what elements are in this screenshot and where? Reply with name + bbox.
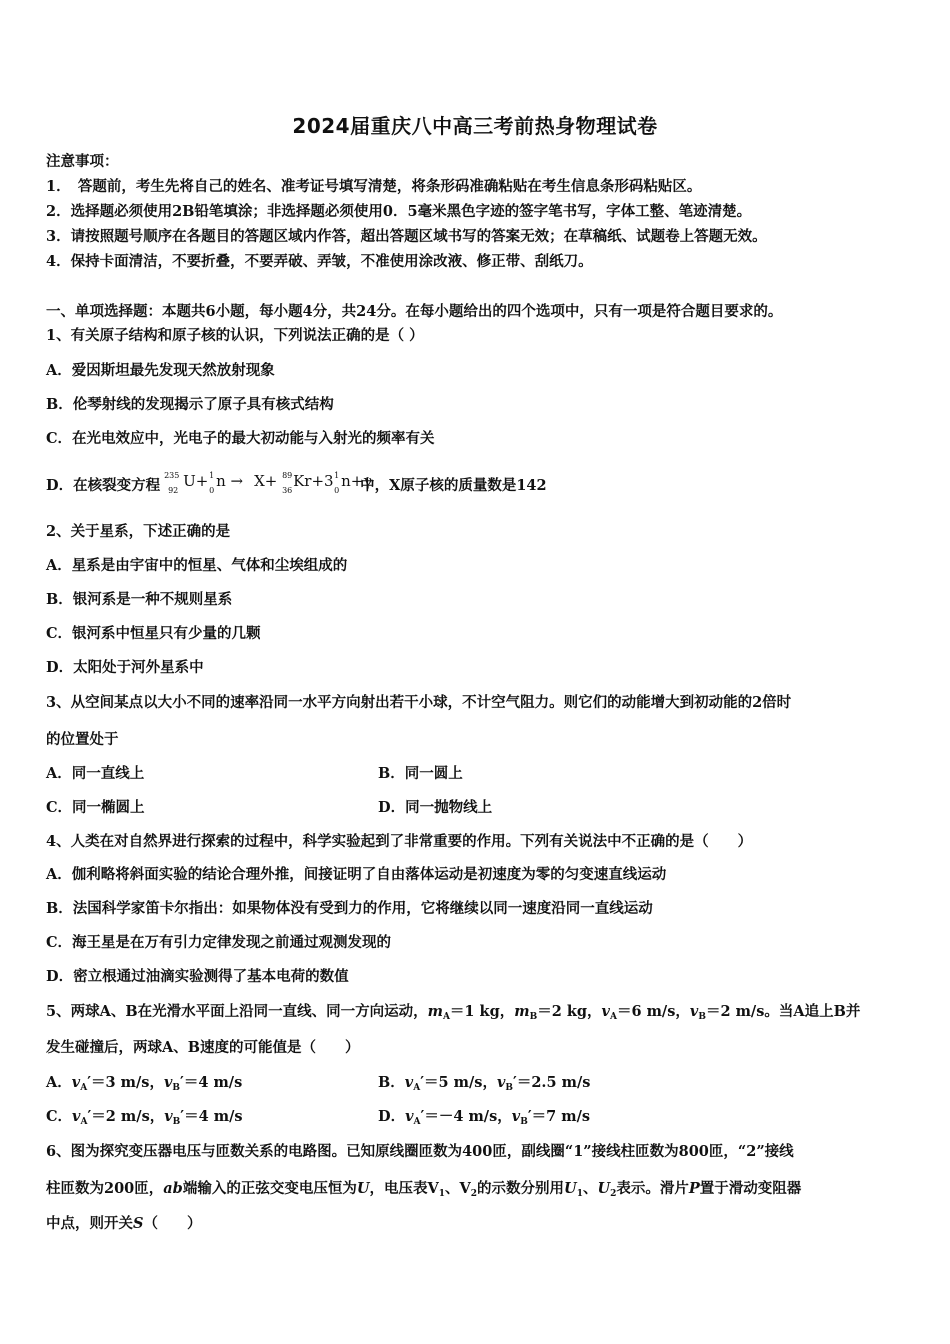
- velocity-symbol: v: [689, 1003, 699, 1020]
- velocity-a-value: ＝6 m/s，: [616, 1003, 690, 1020]
- eq-n1-number: 0: [209, 486, 215, 495]
- q6-text: 、V: [445, 1180, 471, 1197]
- eq-n1-mass: 1: [209, 471, 215, 480]
- fission-equation: [162, 468, 373, 498]
- velocity-symbol: v: [496, 1074, 506, 1091]
- eq-kr-mass: 89: [282, 471, 293, 480]
- question-4-option-a: A．伽利略将斜面实验的结论合理外推，间接证明了自由落体运动是初速度为零的匀变速直线运动: [46, 866, 667, 883]
- subscript-a: A: [442, 1012, 450, 1022]
- q6-text: ，电压表V: [369, 1180, 439, 1197]
- velocity-symbol: v: [601, 1003, 610, 1020]
- velocity-symbol: v: [164, 1108, 173, 1125]
- velocity-symbol: v: [405, 1108, 414, 1125]
- eq-n2: n+γ: [341, 472, 373, 490]
- subscript-b: B: [172, 1117, 181, 1127]
- q6-text: 置于滑动变阻器: [699, 1180, 802, 1197]
- notice-item: 4．保持卡面清洁，不要折叠，不要弄破、弄皱，不准使用涂改液、修正带、刮纸刀。: [46, 253, 593, 270]
- q6-text: 柱匝数为200匝，: [46, 1180, 164, 1197]
- question-4-option-c: C．海王星是在万有引力定律发现之前通过观测发现的: [46, 934, 392, 951]
- question-1-option-a: A．爱因斯坦最先发现天然放射现象: [46, 362, 275, 379]
- velocity-symbol: v: [71, 1074, 81, 1091]
- eq-u-number: 92: [168, 486, 179, 495]
- question-2-stem: 2、关于星系，下述正确的是: [46, 523, 231, 540]
- section-heading: 一、单项选择题：本题共6小题，每小题4分，共24分。在每小题给出的四个选项中，只有一项是符合题目要求的。: [46, 303, 783, 320]
- question-5-stem-continued: 发生碰撞后，两球A、B速度的可能值是（ ）: [46, 1039, 360, 1056]
- q6-text: 的示数分别用: [477, 1180, 565, 1197]
- option-d-prefix: D．在核裂变方程: [46, 477, 161, 494]
- eq-kr-number: 36: [282, 486, 293, 495]
- question-3-option-b: B．同一圆上: [378, 765, 463, 782]
- velocity-symbol: v: [163, 1074, 173, 1091]
- mass-b-value: ＝2 kg，: [537, 1003, 602, 1020]
- voltage-symbol: U: [356, 1180, 370, 1197]
- voltage-symbol: U: [564, 1180, 577, 1197]
- question-3-option-c: C．同一椭圆上: [46, 799, 145, 816]
- question-2-option-b: B．银河系是一种不规则星系: [46, 591, 233, 608]
- velocity-b-value: ＝2 m/s。当A追上B并: [705, 1003, 861, 1020]
- q6-text: 表示。滑片: [616, 1180, 689, 1197]
- subscript-b: B: [172, 1083, 180, 1093]
- velocity-a-value: ′＝3 m/s，: [87, 1074, 164, 1091]
- q6-text: （ ）: [143, 1215, 202, 1232]
- question-4-stem: 4、人类在对自然界进行探索的过程中，科学实验起到了非常重要的作用。下列有关说法中不正确的是（ ）: [46, 833, 753, 850]
- question-1-stem: 1、有关原子结构和原子核的认识，下列说法正确的是（ ）: [46, 327, 424, 344]
- subscript-a: A: [609, 1012, 617, 1022]
- subscript-a: A: [413, 1117, 421, 1127]
- subscript-2: 2: [610, 1189, 617, 1199]
- notice-item: 3．请按照题号顺序在各题目的答题区域内作答，超出答题区域书写的答案无效；在草稿纸、试题卷上答题无效。: [46, 228, 767, 245]
- subscript-a: A: [413, 1083, 421, 1093]
- notice-item: 1． 答题前，考生先将自己的姓名、准考证号填写清楚，将条形码准确粘贴在考生信息条形码粘贴区。: [46, 178, 702, 195]
- q5-stem-text: 5、两球A、B在光滑水平面上沿同一直线、同一方向运动，: [46, 1003, 428, 1020]
- question-3-option-d: D．同一抛物线上: [378, 799, 493, 816]
- question-5-option-b: [378, 1073, 590, 1098]
- velocity-b-value: ′＝2.5 m/s: [513, 1074, 591, 1091]
- question-5-stem: [46, 1002, 860, 1027]
- velocity-b-value: ′＝4 m/s: [180, 1108, 243, 1125]
- q6-text: 、: [582, 1180, 598, 1197]
- subscript-1: 1: [576, 1189, 583, 1199]
- subscript-2: 2: [470, 1189, 478, 1199]
- subscript-b: B: [529, 1012, 538, 1022]
- velocity-symbol: v: [404, 1074, 414, 1091]
- eq-u: U+: [183, 472, 209, 490]
- page-title: 2024届重庆八中高三考前热身物理试卷: [292, 114, 658, 138]
- eq-n1: n →: [216, 472, 244, 490]
- notice-item: 2．选择题必须使用2B铅笔填涂；非选择题必须使用0．5毫米黑色字迹的签字笔书写，字体工整、笔迹清楚。: [46, 203, 752, 220]
- question-5-option-c: [46, 1107, 243, 1132]
- q6-text: 中点，则开关: [46, 1215, 133, 1232]
- terminal-ab: ab: [163, 1180, 183, 1197]
- question-1-option-c: C．在光电效应中，光电子的最大初动能与入射光的频率有关: [46, 430, 435, 447]
- velocity-b-value: ′＝4 m/s: [180, 1074, 243, 1091]
- question-6-stem-end: [46, 1214, 201, 1234]
- question-5-option-d: [378, 1107, 590, 1132]
- subscript-b: B: [520, 1117, 528, 1127]
- subscript-1: 1: [438, 1189, 445, 1199]
- question-2-option-c: C．银河系中恒星只有少量的几颗: [46, 625, 261, 642]
- option-d-suffix: 中，X原子核的质量数是142: [360, 477, 547, 494]
- velocity-b-value: ′＝7 m/s: [527, 1108, 591, 1125]
- question-5-option-a: [46, 1073, 242, 1098]
- voltage-symbol: U: [597, 1180, 611, 1197]
- q6-text: 端输入的正弦交变电压恒为: [182, 1180, 357, 1197]
- eq-n2-number: 0: [334, 486, 340, 495]
- question-2-option-a: A．星系是由宇宙中的恒星、气体和尘埃组成的: [46, 557, 348, 574]
- option-label: C．: [46, 1108, 73, 1125]
- question-1-option-b: B．伦琴射线的发现揭示了原子具有核式结构: [46, 396, 334, 413]
- option-label: B．: [378, 1074, 405, 1091]
- eq-kr: Kr+3: [293, 472, 334, 490]
- subscript-b: B: [698, 1012, 706, 1022]
- switch-symbol: S: [133, 1215, 144, 1232]
- subscript-a: A: [80, 1083, 88, 1093]
- slider-symbol: P: [688, 1180, 700, 1197]
- question-1-option-d: [46, 468, 547, 498]
- mass-a-value: ＝1 kg，: [449, 1003, 515, 1020]
- question-2-option-d: D．太阳处于河外星系中: [46, 659, 204, 676]
- mass-symbol: m: [514, 1003, 530, 1020]
- question-3-stem-continued: 的位置处于: [46, 731, 119, 748]
- question-4-option-b: B．法国科学家笛卡尔指出：如果物体没有受到力的作用，它将继续以同一速度沿同一直线运动: [46, 900, 653, 917]
- velocity-symbol: v: [72, 1108, 81, 1125]
- notice-heading: 注意事项：: [46, 153, 119, 170]
- subscript-a: A: [80, 1117, 88, 1127]
- velocity-a-value: ′＝5 m/s，: [420, 1074, 497, 1091]
- question-4-option-d: D．密立根通过油滴实验测得了基本电荷的数值: [46, 968, 349, 985]
- velocity-a-value: ′＝－4 m/s，: [420, 1108, 512, 1125]
- velocity-symbol: v: [511, 1108, 521, 1125]
- subscript-b: B: [505, 1083, 513, 1093]
- option-label: A．: [46, 1074, 72, 1091]
- eq-x: X+: [254, 472, 278, 490]
- eq-n2-mass: 1: [334, 471, 340, 480]
- question-6-stem: 6、图为探究变压器电压与匝数关系的电路图。已知原线圈匝数为400匝，副线圈“1”接线柱匝数为800匝，“2”接线: [46, 1143, 794, 1160]
- question-3-option-a: A．同一直线上: [46, 765, 145, 782]
- question-6-stem-continued: [46, 1179, 801, 1204]
- eq-u-mass: 235: [164, 471, 180, 480]
- option-label: D．: [378, 1108, 406, 1125]
- velocity-a-value: ′＝2 m/s，: [87, 1108, 165, 1125]
- mass-symbol: m: [427, 1003, 443, 1020]
- question-3-stem: 3、从空间某点以大小不同的速率沿同一水平方向射出若干小球，不计空气阻力。则它们的动能增大到初动能的2倍时: [46, 694, 792, 711]
